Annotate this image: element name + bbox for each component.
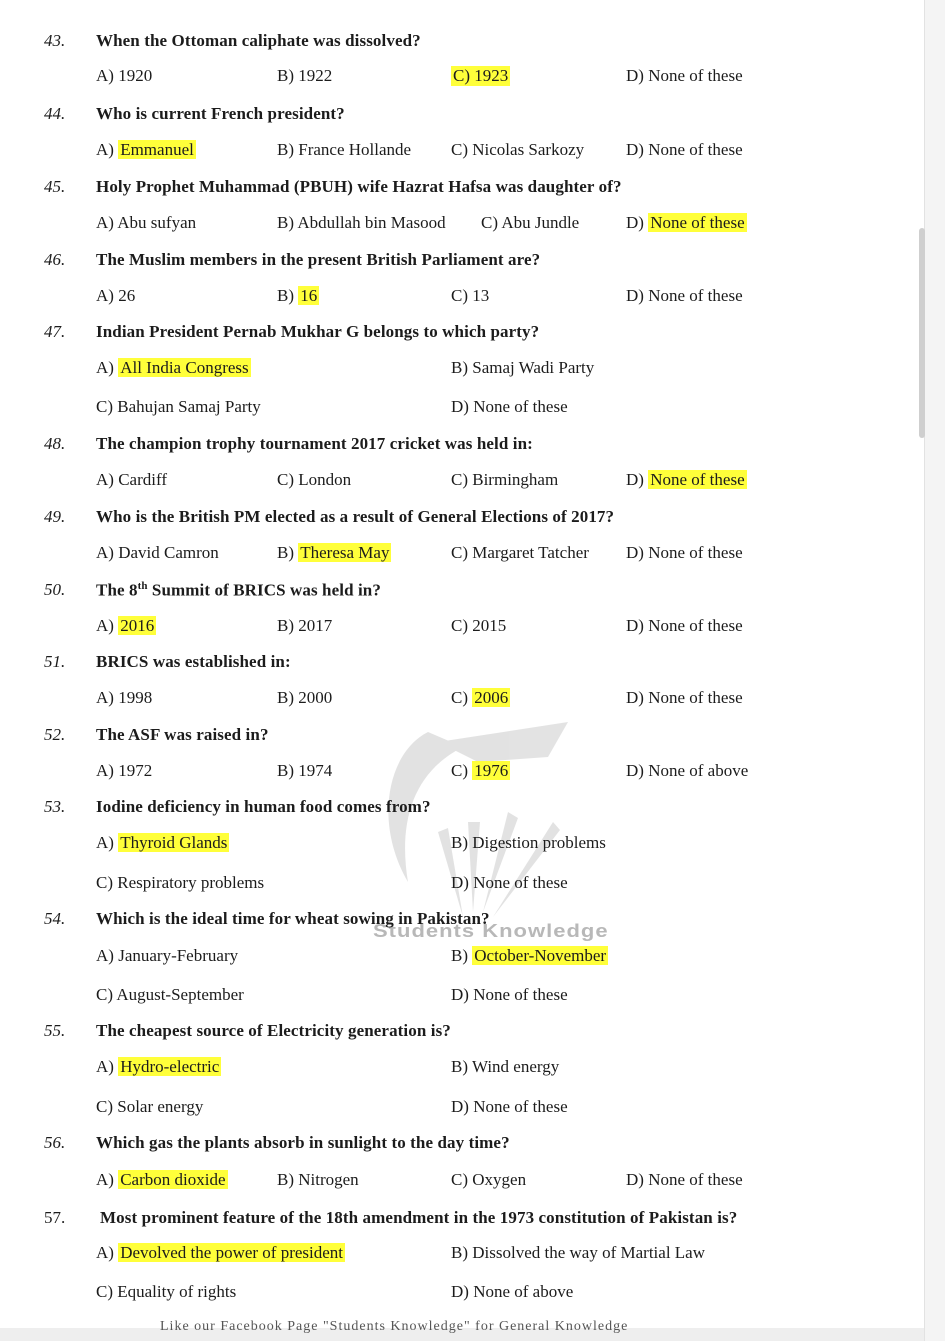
option-a: A) 1972	[96, 761, 153, 780]
option-d: D) None of these	[626, 688, 743, 707]
question-number: 55.	[44, 1021, 66, 1040]
option-d: D) None of these	[626, 543, 743, 562]
option-d: D) None of these	[451, 873, 568, 892]
question-text: Most prominent feature of the 18th amendment in the 1973 constitution of Pakistan is?	[100, 1208, 738, 1227]
option-c: C) Oxygen	[451, 1170, 527, 1189]
option-d: D) None of these	[626, 66, 743, 85]
question-text: The cheapest source of Electricity generation is?	[96, 1021, 451, 1040]
option-b: B) Dissolved the way of Martial Law	[451, 1243, 705, 1262]
answer-highlight: Thyroid Glands	[120, 833, 228, 852]
question-number: 47.	[44, 322, 66, 341]
scrollbar-thumb[interactable]	[919, 228, 925, 438]
option-c: C) 2006	[451, 688, 509, 707]
option-c: C) 2015	[451, 616, 507, 635]
option-a: A) January-February	[96, 946, 239, 965]
answer-highlight: 2016	[120, 616, 155, 635]
right-margin	[924, 0, 945, 1341]
option-c: C) Solar energy	[96, 1097, 204, 1116]
option-c: C) 1976	[451, 761, 509, 780]
option-c: C) Birmingham	[451, 470, 559, 489]
option-a: A) Emmanuel	[96, 140, 194, 159]
option-a: A) Carbon dioxide	[96, 1170, 226, 1189]
question-text: Who is current French president?	[96, 104, 345, 123]
option-d: D) None of these	[626, 213, 745, 232]
option-a: A) 2016	[96, 616, 155, 635]
option-b: B) Nitrogen	[277, 1170, 359, 1189]
option-b: B) Samaj Wadi Party	[451, 358, 595, 377]
option-b: B) 1974	[277, 761, 333, 780]
answer-highlight: 1976	[474, 761, 509, 780]
question-number: 53.	[44, 797, 66, 816]
option-a: A) 1920	[96, 66, 153, 85]
option-c: C) Bahujan Samaj Party	[96, 397, 261, 416]
question-text: When the Ottoman caliphate was dissolved?	[96, 31, 421, 50]
option-a: A) Abu sufyan	[96, 213, 197, 232]
option-c-highlighted: C) 1923	[453, 66, 509, 85]
question-text: Indian President Pernab Mukhar G belongs to which party?	[96, 322, 540, 341]
option-d: D) None of these	[626, 470, 745, 489]
option-a: A) Cardiff	[96, 470, 167, 489]
option-c: C) August-September	[96, 985, 244, 1004]
answer-highlight: 2006	[474, 688, 509, 707]
option-b: B) Wind energy	[451, 1057, 560, 1076]
option-b: B) 2000	[277, 688, 333, 707]
option-d: D) None of above	[626, 761, 749, 780]
question-text: The ASF was raised in?	[96, 725, 269, 744]
option-b: B) 2017	[277, 616, 333, 635]
question-number: 56.	[44, 1133, 66, 1152]
option-c: C) Abu Jundle	[481, 213, 580, 232]
option-b: B) France Hollande	[277, 140, 412, 159]
option-c: C) Respiratory problems	[96, 873, 265, 892]
question-number: 49.	[44, 507, 66, 526]
option-b: B) Abdullah bin Masood	[277, 213, 446, 232]
answer-highlight: All India Congress	[120, 358, 249, 377]
answer-highlight: Hydro-electric	[120, 1057, 220, 1076]
option-a: A) Devolved the power of president	[96, 1243, 344, 1262]
option-b: B) October-November	[451, 946, 607, 965]
watermark-logo	[368, 712, 578, 942]
question-text: BRICS was established in:	[96, 652, 291, 671]
option-a: A) 26	[96, 286, 136, 305]
answer-highlight: 16	[300, 286, 318, 305]
answer-highlight: Emmanuel	[120, 140, 194, 159]
answer-highlight: None of these	[650, 213, 745, 232]
option-a: A) David Camron	[96, 543, 219, 562]
question-number: 51.	[44, 652, 66, 671]
question-number: 54.	[44, 909, 66, 928]
question-text: Which is the ideal time for wheat sowing in Pakistan?	[96, 909, 490, 928]
question-number: 44.	[44, 104, 66, 123]
option-d: D) None of these	[626, 1170, 743, 1189]
question-number: 48.	[44, 434, 66, 453]
option-d: D) None of these	[451, 397, 568, 416]
option-d: D) None of these	[626, 616, 743, 635]
option-c: C) Margaret Tatcher	[451, 543, 589, 562]
question-number: 43.	[44, 31, 66, 50]
option-c: C) 13	[451, 286, 490, 305]
option-b: B) 16	[277, 286, 318, 305]
question-number: 45.	[44, 177, 66, 196]
option-d: D) None of these	[626, 286, 743, 305]
question-number: 50.	[44, 580, 66, 599]
option-a: A) All India Congress	[96, 358, 249, 377]
option-b: C) London	[277, 470, 352, 489]
question-number: 46.	[44, 250, 66, 269]
question-text: Iodine deficiency in human food comes from?	[96, 797, 431, 816]
watermark-text: Students Knowledge	[373, 919, 609, 942]
answer-highlight: None of these	[650, 470, 745, 489]
option-a: A) 1998	[96, 688, 153, 707]
question-text: Holy Prophet Muhammad (PBUH) wife Hazrat Hafsa was daughter of?	[96, 177, 622, 196]
footer-strip	[0, 1319, 925, 1341]
option-a: A) Hydro-electric	[96, 1057, 220, 1076]
option-b: B) Digestion problems	[451, 833, 606, 852]
question-text: Which gas the plants absorb in sunlight to the day time?	[96, 1133, 510, 1152]
answer-highlight: Carbon dioxide	[120, 1170, 226, 1189]
option-d: D) None of these	[626, 140, 743, 159]
question-number: 57.	[44, 1208, 66, 1227]
option-c: C) Equality of rights	[96, 1282, 237, 1301]
option-d: D) None of these	[451, 1097, 568, 1116]
option-c: C) Nicolas Sarkozy	[451, 140, 585, 159]
option-b: B) 1922	[277, 66, 333, 85]
question-text: Who is the British PM elected as a result of General Elections of 2017?	[96, 507, 615, 526]
option-d: D) None of these	[451, 985, 568, 1004]
option-a: A) Thyroid Glands	[96, 833, 228, 852]
footer-text: Like our Facebook Page "Students Knowledge" for General Knowledge	[160, 1319, 629, 1334]
question-text: The 8th Summit of BRICS was held in?	[96, 580, 381, 600]
question-text: The champion trophy tournament 2017 cricket was held in:	[96, 434, 533, 453]
answer-highlight: Devolved the power of president	[120, 1243, 344, 1262]
question-text: The Muslim members in the present British Parliament are?	[96, 250, 541, 269]
question-number: 52.	[44, 725, 66, 744]
option-d: D) None of above	[451, 1282, 574, 1301]
answer-highlight: Theresa May	[300, 543, 390, 562]
option-b: B) Theresa May	[277, 543, 390, 562]
answer-highlight: October-November	[474, 946, 607, 965]
